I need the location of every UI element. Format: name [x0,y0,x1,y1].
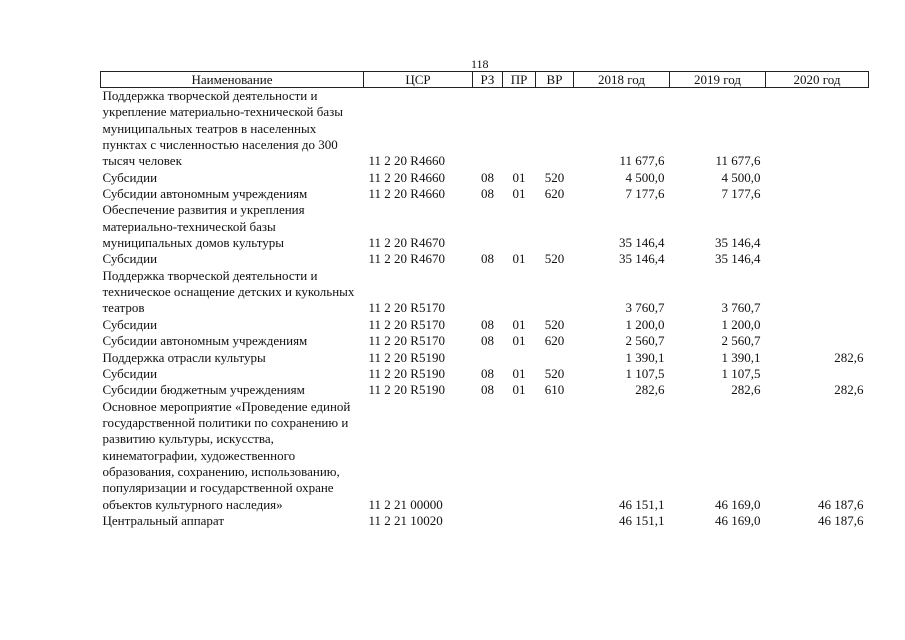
cell-rz [473,88,503,170]
table-row [101,88,869,170]
cell-y2020 [766,317,869,333]
cell-y2019: 35 146,4 [715,235,761,251]
cell-csr: 11 2 20 R5170 [368,300,445,316]
cell-y2018: 3 760,7 [625,300,665,316]
cell-y2018: 7 177,6 [625,186,665,202]
cell-rz [473,268,503,317]
cell-pr [503,202,536,251]
cell-name: Субсидии [102,365,158,381]
cell-y2020 [766,333,869,349]
header-row [101,72,869,88]
table-row [101,268,869,317]
cell-name: Субсидии [102,316,158,332]
table-row [101,186,869,202]
cell-rz [473,202,503,251]
cell-name: Центральный аппарат [102,512,225,528]
cell-pr: 01 [512,333,526,349]
cell-y2019: 46 169,0 [715,496,761,512]
cell-rz [473,513,503,529]
cell-y2019: 46 169,0 [715,512,761,528]
header-name: Наименование [101,72,364,88]
cell-y2019: 7 177,6 [721,186,761,202]
table-row [101,399,869,513]
cell-pr [503,268,536,317]
table-body [101,88,869,530]
cell-name: Поддержка творческой деятельности и укрепление материально-технической базы муниципальных театров в населенных пунктах с численностью населения до 300 тысяч человек [102,88,344,169]
cell-rz [473,350,503,366]
cell-y2018: 35 146,4 [619,251,665,267]
cell-vr: 620 [544,186,565,202]
header-2018: 2018 год [574,72,670,88]
cell-y2020 [766,202,869,251]
cell-rz: 08 [481,186,494,202]
cell-csr: 11 2 21 10020 [368,512,443,528]
cell-y2020 [766,186,869,202]
cell-csr: 11 2 20 R5190 [368,365,445,381]
cell-y2020: 46 187,6 [818,496,864,512]
table-row [101,202,869,251]
cell-csr: 11 2 20 R5170 [368,316,445,332]
cell-vr: 520 [544,316,565,332]
cell-y2019: 1 390,1 [721,349,761,365]
header-rz: РЗ [473,72,503,88]
cell-y2018: 35 146,4 [619,235,665,251]
cell-pr [503,350,536,366]
cell-pr: 01 [512,169,526,185]
cell-rz: 08 [481,251,494,267]
cell-y2020 [766,170,869,186]
table-row [101,317,869,333]
cell-name: Поддержка отрасли культуры [102,349,266,365]
cell-rz: 08 [481,316,494,332]
table-row [101,333,869,349]
cell-pr [503,399,536,513]
header-pr: ПР [503,72,536,88]
cell-name: Субсидии автономным учреждениям [102,186,308,202]
table-row [101,350,869,366]
cell-csr: 11 2 20 R4660 [368,153,445,169]
cell-pr: 01 [512,316,526,332]
cell-y2020 [766,251,869,267]
cell-y2019: 282,6 [731,382,761,398]
budget-table [100,71,869,529]
header-2020: 2020 год [766,72,869,88]
cell-y2020: 282,6 [834,349,864,365]
cell-rz: 08 [481,382,494,398]
cell-vr [536,350,574,366]
cell-csr: 11 2 20 R4660 [368,186,445,202]
cell-y2018: 2 560,7 [625,333,665,349]
header-csr: ЦСР [364,72,473,88]
table-row [101,366,869,382]
cell-y2020: 282,6 [834,382,864,398]
cell-pr: 01 [512,186,526,202]
cell-csr: 11 2 20 R5190 [368,349,445,365]
table-row [101,513,869,529]
cell-y2018: 1 107,5 [625,365,665,381]
cell-csr: 11 2 20 R4670 [368,235,445,251]
cell-vr: 610 [544,382,565,398]
cell-y2018: 46 151,1 [619,512,665,528]
cell-y2018: 4 500,0 [625,169,665,185]
cell-pr [503,513,536,529]
page-number: 118 [471,57,489,71]
cell-vr [536,202,574,251]
table-header [101,72,869,88]
cell-y2019: 35 146,4 [715,251,761,267]
cell-csr: 11 2 20 R4660 [368,169,445,185]
cell-name: Поддержка творческой деятельности и техническое оснащение детских и кукольных театров [102,267,355,316]
cell-name: Обеспечение развития и укрепления материально-технической базы муниципальных домов культуры [102,202,305,251]
cell-pr [503,88,536,170]
cell-vr [536,399,574,513]
cell-vr [536,268,574,317]
cell-csr: 11 2 20 R4670 [368,251,445,267]
cell-y2018: 11 677,6 [619,153,665,169]
cell-y2018: 282,6 [635,382,665,398]
cell-rz: 08 [481,169,494,185]
table-row [101,251,869,267]
cell-name: Основное мероприятие «Проведение единой государственной политики по сохранению и развитию культуры, искусства, кинематографии, художественного образования, сохранению, использованию, популяризации и государственной охране объектов культурного наследия» [102,398,351,512]
cell-name: Субсидии бюджетным учреждениям [102,382,305,398]
cell-y2020 [766,88,869,170]
cell-name: Субсидии автономным учреждениям [102,333,308,349]
cell-pr: 01 [512,382,526,398]
cell-name: Субсидии [102,169,158,185]
cell-rz: 08 [481,365,494,381]
cell-y2020 [766,366,869,382]
cell-csr: 11 2 20 R5170 [368,333,445,349]
cell-pr: 01 [512,251,526,267]
header-vr: ВР [536,72,574,88]
cell-y2019: 4 500,0 [721,169,761,185]
cell-rz: 08 [481,333,494,349]
cell-csr: 11 2 21 00000 [368,496,443,512]
cell-y2019: 2 560,7 [721,333,761,349]
cell-pr: 01 [512,365,526,381]
cell-vr [536,513,574,529]
cell-y2020: 46 187,6 [818,512,864,528]
table-row [101,170,869,186]
cell-y2018: 1 390,1 [625,349,665,365]
cell-name: Субсидии [102,251,158,267]
cell-vr: 520 [544,251,565,267]
cell-y2020 [766,268,869,317]
cell-vr: 520 [544,169,565,185]
cell-y2019: 1 107,5 [721,365,761,381]
cell-vr: 520 [544,365,565,381]
header-2019: 2019 год [670,72,766,88]
table-row [101,382,869,398]
cell-y2018: 1 200,0 [625,316,665,332]
cell-y2019: 1 200,0 [721,316,761,332]
cell-y2019: 3 760,7 [721,300,761,316]
cell-vr [536,88,574,170]
cell-rz [473,399,503,513]
cell-y2018: 46 151,1 [619,496,665,512]
cell-csr: 11 2 20 R5190 [368,382,445,398]
cell-y2019: 11 677,6 [715,153,761,169]
cell-vr: 620 [544,333,565,349]
